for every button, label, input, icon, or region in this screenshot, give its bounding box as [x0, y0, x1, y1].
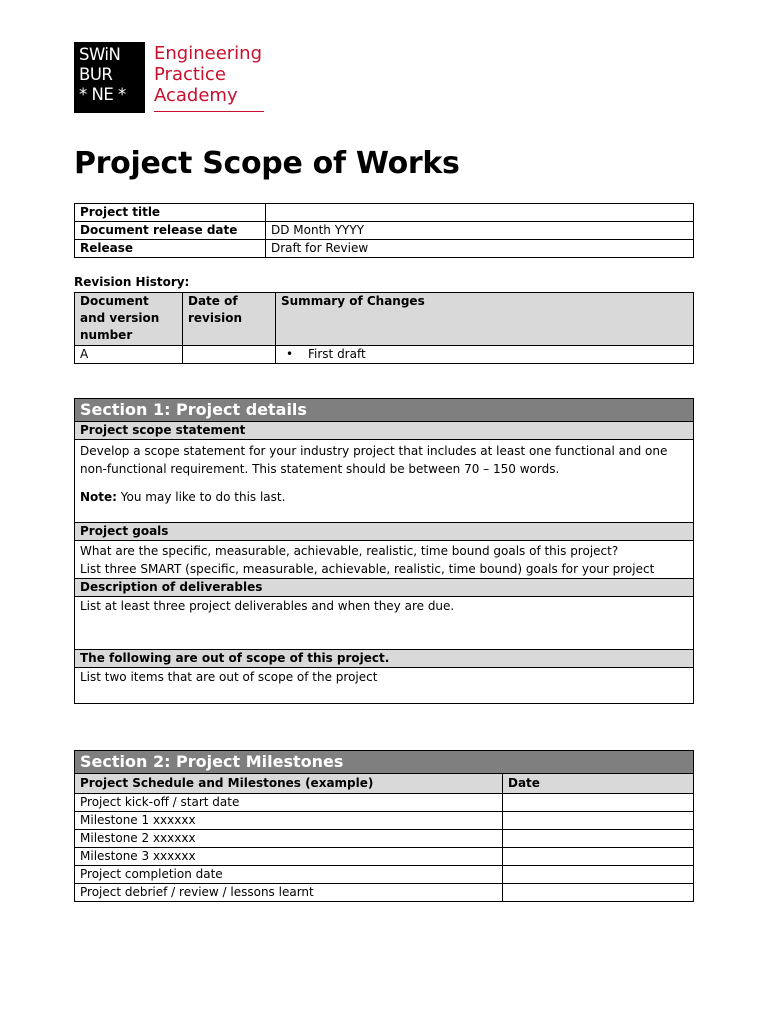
milestone-date-cell[interactable]	[503, 848, 694, 866]
info-label: Project title	[75, 204, 266, 222]
milestone-cell: Milestone 3 xxxxxx	[75, 848, 503, 866]
goals-line: List three SMART (specific, measurable, achievable, realistic, time bound) goals for your project	[80, 562, 655, 576]
milestone-date-cell[interactable]	[503, 884, 694, 902]
note-label: Note:	[80, 490, 117, 504]
table-row	[75, 830, 694, 848]
logo-mark-line: SWiN	[79, 45, 121, 64]
project-goals-cell[interactable]	[75, 541, 694, 579]
document-info-table	[74, 203, 694, 258]
date-column-header: Date	[503, 774, 694, 794]
scope-note	[80, 489, 688, 506]
summary-cell[interactable]	[276, 346, 694, 364]
swinburne-logo-mark	[74, 42, 145, 113]
milestone-cell: Milestone 2 xxxxxx	[75, 830, 503, 848]
info-value[interactable]	[266, 204, 694, 222]
milestone-date-cell[interactable]	[503, 866, 694, 884]
info-value[interactable]: Draft for Review	[266, 240, 694, 258]
milestone-cell: Project debrief / review / lessons learnt	[75, 884, 503, 902]
table-row	[75, 346, 694, 364]
table-row	[75, 866, 694, 884]
project-goals-header: Project goals	[75, 523, 694, 541]
table-header-row	[75, 293, 694, 346]
academy-name-line: Academy	[154, 85, 238, 106]
deliverables-header: Description of deliverables	[75, 579, 694, 597]
info-label: Document release date	[75, 222, 266, 240]
summary-text: First draft	[308, 347, 366, 361]
date-cell[interactable]	[183, 346, 276, 364]
table-row	[75, 884, 694, 902]
revision-history-table	[74, 292, 694, 364]
milestone-date-cell[interactable]	[503, 794, 694, 812]
table-row	[75, 848, 694, 866]
table-row	[75, 204, 694, 222]
scope-statement-cell[interactable]	[75, 440, 694, 523]
table-row	[75, 222, 694, 240]
logo-mark-line: BUR	[79, 65, 113, 84]
revision-history-label: Revision History:	[74, 275, 190, 289]
scope-statement-text: Develop a scope statement for your industry project that includes at least one functional and one non-functional requirement. This statement should be between 70 – 150 words.	[80, 444, 668, 476]
academy-name	[154, 43, 262, 106]
note-text: You may like to do this last.	[116, 490, 286, 504]
out-of-scope-header: The following are out of scope of this project.	[75, 650, 694, 668]
logo-mark-line: * NE *	[79, 85, 126, 104]
section2-table	[74, 750, 694, 902]
column-header: Date of revision	[183, 293, 276, 346]
milestone-cell: Milestone 1 xxxxxx	[75, 812, 503, 830]
table-row	[75, 812, 694, 830]
version-cell[interactable]: A	[75, 346, 183, 364]
milestone-cell: Project kick-off / start date	[75, 794, 503, 812]
section1-table	[74, 398, 694, 704]
milestone-date-cell[interactable]	[503, 812, 694, 830]
scope-statement-header: Project scope statement	[75, 422, 694, 440]
column-header: Document and version number	[75, 293, 183, 346]
info-label: Release	[75, 240, 266, 258]
bullet-icon: •	[286, 347, 294, 361]
logo-underline	[154, 111, 264, 112]
table-row	[75, 794, 694, 812]
schedule-column-header: Project Schedule and Milestones (example)	[75, 774, 503, 794]
deliverables-cell[interactable]: List at least three project deliverables and when they are due.	[75, 597, 694, 650]
milestone-date-cell[interactable]	[503, 830, 694, 848]
milestone-cell: Project completion date	[75, 866, 503, 884]
out-of-scope-cell[interactable]: List two items that are out of scope of the project	[75, 668, 694, 704]
info-value[interactable]: DD Month YYYY	[266, 222, 694, 240]
table-row	[75, 240, 694, 258]
section1-title: Section 1: Project details	[75, 399, 694, 422]
column-header: Summary of Changes	[276, 293, 694, 346]
page-title: Project Scope of Works	[74, 146, 460, 181]
academy-name-line: Engineering	[154, 43, 262, 64]
section2-title: Section 2: Project Milestones	[75, 751, 694, 774]
academy-name-line: Practice	[154, 64, 226, 85]
goals-line: What are the specific, measurable, achievable, realistic, time bound goals of this project?	[80, 544, 619, 558]
